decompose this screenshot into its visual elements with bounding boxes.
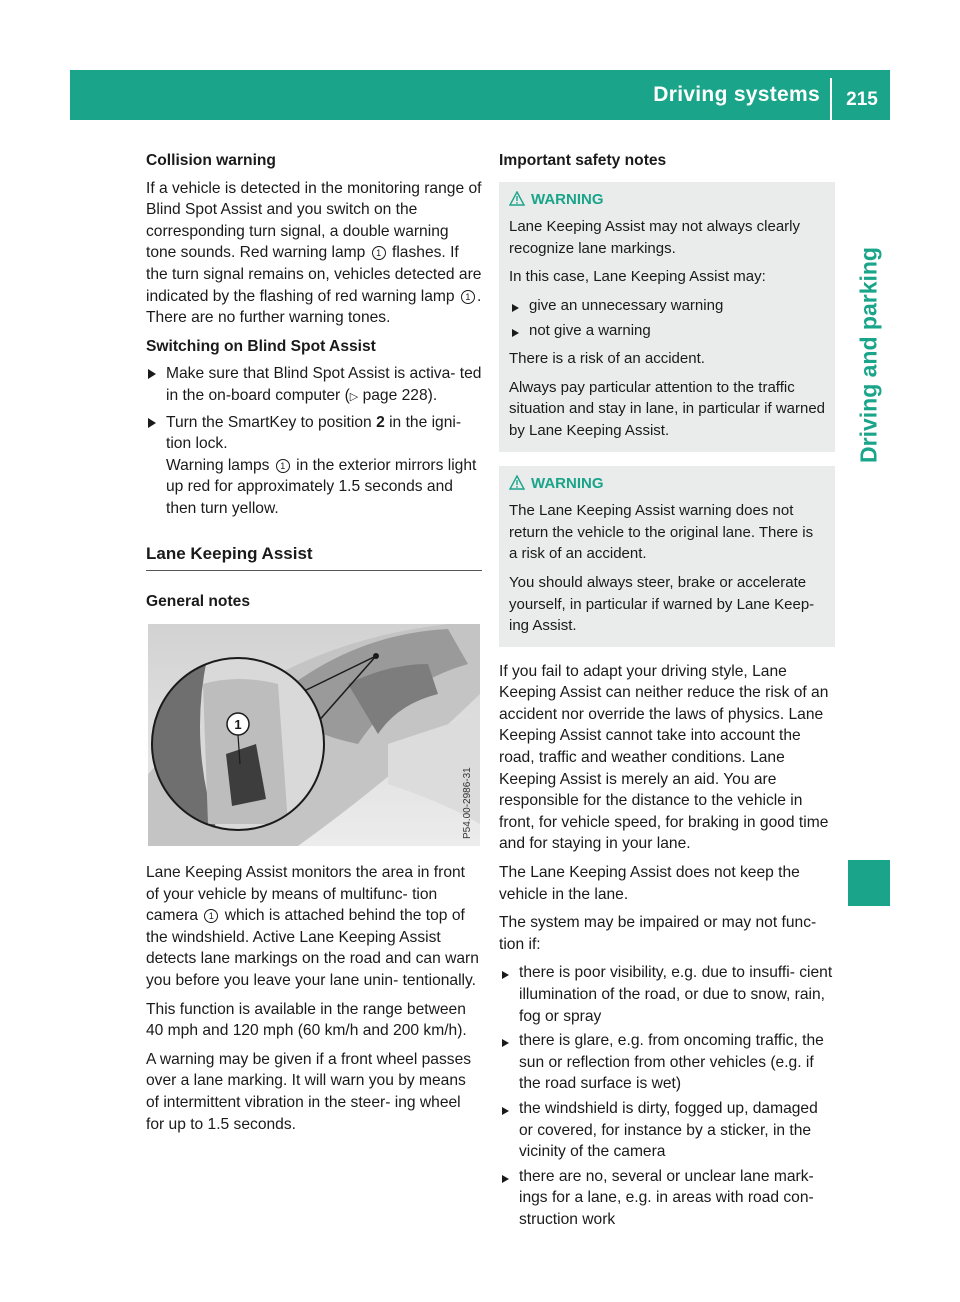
warning-box [499,466,835,647]
lka-speed-range: This function is available in the range between 40 mph and 120 mph (60 km/h and 200 km/h). [146,1000,467,1040]
lka-description: Lane Keeping Assist monitors the area in front of your vehicle by means of multifunc- tion camera 1 which is attached behind the top of the windshield. Active Lane Keeping Assist detects lane markings on the road and can warn you before you leave your lane unin- tentionally. [146,864,479,990]
warning-text: You should always steer, brake or accelerate yourself, in particular if warned by Lane Keep- ing Assist. [509,573,815,635]
list-item: the windshield is dirty, fogged up, damaged or covered, for instance by a sticker, in the vicinity of the camera [499,1098,835,1163]
step-arrow-icon [148,369,156,379]
list-item: there is glare, e.g. from oncoming traffic, the sun or reflection from other vehicles (e.g. if the road surface is wet) [499,1030,835,1095]
figure-code: P54.00-2986-31 [462,767,473,840]
collision-warning-heading: Collision warning [146,152,276,169]
lka-warning-description: A warning may be given if a front wheel passes over a lane marking. It will warn you by means of intermittent vibration in the steer- ing wheel for up to 1.5 seconds. [146,1050,472,1133]
warning-text: In this case, Lane Keeping Assist may: [509,268,766,286]
chapter-tab [848,230,890,480]
lka-impairment-intro: The system may be impaired or may not func- tion if: [499,914,817,953]
camera-location-illustration [148,624,480,846]
lka-lane-note: The Lane Keeping Assist does not keep the vehicle in the lane. [499,864,800,903]
warning-triangle-icon [509,475,525,490]
warning-title: WARNING [509,189,825,211]
general-notes-heading: General notes [146,592,250,610]
bullet-icon [502,1175,509,1183]
left-column [146,150,482,1142]
page-header [70,70,890,120]
list-item: there are no, several or unclear lane mark- ings for a lane, e.g. in areas with road con- struction work [499,1166,835,1231]
page-reference-link[interactable]: page 228 [362,386,428,404]
callout-1-icon: 1 [461,290,475,304]
bullet-icon [502,971,509,979]
lka-limitations-text: If you fail to adapt your driving style, Lane Keeping Assist can neither reduce the risk of an accident nor override the laws of physics. Lane Keeping Assist cannot take into account the road, traffic and weather conditions. Lane Keeping Assist is merely an aid. You are responsible for the distance to the vehicle in front, for vehicle speed, for braking in good time and for staying in your lane. [499,662,829,853]
right-column [499,150,835,1234]
switching-on-heading: Switching on Blind Spot Assist [146,337,376,355]
step-arrow-icon [148,418,156,428]
callout-1-icon: 1 [204,909,218,923]
bullet-icon [512,329,519,337]
chapter-tab-marker [848,860,890,906]
warning-triangle-icon [509,191,525,206]
bullet-icon [502,1107,509,1115]
warning-text: Always pay particular attention to the traffic situation and stay in lane, in particular if warned by Lane Keeping Assist. [509,378,826,439]
header-divider [830,78,832,120]
lane-keeping-assist-heading: Lane Keeping Assist [146,542,482,571]
chapter-tab-label: Driving and parking [855,247,882,463]
callout-1-label: 1 [234,717,242,733]
warning-box [499,182,835,452]
page-ref-arrow-icon: ▷ [349,390,359,403]
list-item: there is poor visibility, e.g. due to insuffi- cient illumination of the road, or due to snow, rain, fog or spray [499,962,835,1027]
warning-title: WARNING [509,473,825,495]
safety-notes-heading: Important safety notes [499,152,667,169]
warning-text: The Lane Keeping Assist warning does not return the vehicle to the original lane. There is a risk of an accident. [509,502,814,563]
list-item: give an unnecessary warning [509,295,825,317]
callout-1-icon: 1 [276,459,290,473]
section-title: Driving systems [653,83,820,106]
bullet-icon [512,304,519,312]
callout-1-icon: 1 [372,246,386,260]
instruction-step: Turn the SmartKey to position 2 in the igni- tion lock. Warning lamps 1 in the exterior mirrors light up red for approximately 1.5 seconds and then turn yellow. [146,412,482,520]
warning-text: There is a risk of an accident. [509,350,705,368]
warning-text: Lane Keeping Assist may not always clearly recognize lane markings. [509,218,800,257]
collision-warning-text: If a vehicle is detected in the monitoring range of Blind Spot Assist and you switch on the corresponding turn signal, a double warning tone sounds. Red warning lamp 1 flashes. If the turn signal remains on, vehicles detected are indicated by the flashing of red warning lamp 1 . There are no further warning tones. [146,179,482,327]
page-number: 215 [846,89,878,110]
bullet-icon [502,1039,509,1047]
instruction-step: Make sure that Blind Spot Assist is activa- ted in the on-board computer (▷ page 228). [146,363,482,408]
list-item: not give a warning [509,320,825,342]
